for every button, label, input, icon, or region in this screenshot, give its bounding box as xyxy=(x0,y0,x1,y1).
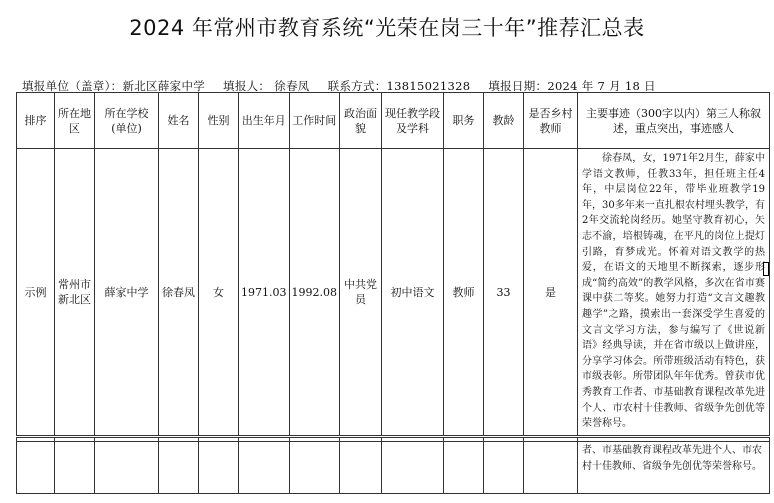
info-contact: 联系方式：13815021328 xyxy=(327,79,471,93)
cell-birth: 1971.03 xyxy=(239,149,290,437)
header-area: 所在地区 xyxy=(55,93,95,149)
cell-story xyxy=(578,149,770,437)
continued-row xyxy=(17,442,770,494)
cell-school: 薛家中学 xyxy=(95,149,159,437)
header-work: 工作时间 xyxy=(289,93,340,149)
header-party: 政治面貌 xyxy=(340,93,382,149)
header-row xyxy=(17,93,770,149)
cell-subject: 初中语文 xyxy=(382,149,444,437)
cell-area: 常州市新北区 xyxy=(55,149,95,437)
header-name: 姓名 xyxy=(159,93,199,149)
cell-rank: 示例 xyxy=(17,149,55,437)
header-story: 主要事迹（300字以内）第三人称叙述，重点突出，事迹感人 xyxy=(578,93,770,149)
cell-post: 教师 xyxy=(444,149,484,437)
table-row xyxy=(17,149,770,437)
page-title: 2024 年常州市教育系统“光荣在岗三十年”推荐汇总表 xyxy=(129,16,645,40)
header-rank: 排序 xyxy=(17,93,55,149)
cell-work: 1992.08 xyxy=(289,149,340,437)
text-cursor xyxy=(763,262,769,276)
recommendation-table xyxy=(16,92,770,494)
header-post: 职务 xyxy=(444,93,484,149)
header-gender: 性别 xyxy=(199,93,239,149)
header-birth: 出生年月 xyxy=(239,93,290,149)
header-subject: 现任教学段及学科 xyxy=(382,93,444,149)
cell-party: 中共党员 xyxy=(340,149,382,437)
header-school: 所在学校(单位) xyxy=(95,93,159,149)
cell-rural: 是 xyxy=(524,149,578,437)
cell-years: 33 xyxy=(484,149,524,437)
story-continued: 者、市基础教育课程改革先进个人、市农村十佳教师、省级争先创优等荣誉称号。 xyxy=(578,442,770,494)
info-date: 填报日期：2024 年 7 月 18 日 xyxy=(488,79,656,93)
header-years: 教龄 xyxy=(484,93,524,149)
info-filler: 填报人： 徐春凤 xyxy=(223,79,310,93)
story-text: 徐春凤，女，1971年2月生，薛家中学语文教师，任教33年，担任班主任4年，中层岗位22年，带毕业班教学19年，30多年来一直扎根农村埋头教学，有2年交流轮岗经历。她坚守教育初心，矢志不渝，培根铸魂，在平凡的岗位上提灯引路，育梦成光。怀着对语文教学的热爱，在语文的天地里不断探索，逐步形成“简约高效”的教学风格，多次在省市赛课中获二等奖。她努力打造“文言文趣教趣学”之路，摸索出一套深受学生喜爱的文言文学习方法，参与编写了《世说新语》经典导读，并在省市级以上做讲座，分享学习体会。所带班级活动有特色，获市级表彰。所带团队年年优秀。曾获市优秀教育工作者、市基础教育课程改革先进个人、市农村十佳教师、省级争先创优等荣誉称号。 xyxy=(582,153,765,430)
info-unit: 填报单位（盖章）：新北区薛家中学 xyxy=(22,79,206,93)
cell-gender: 女 xyxy=(199,149,239,437)
header-rural: 是否乡村教师 xyxy=(524,93,578,149)
cell-name: 徐春凤 xyxy=(159,149,199,437)
